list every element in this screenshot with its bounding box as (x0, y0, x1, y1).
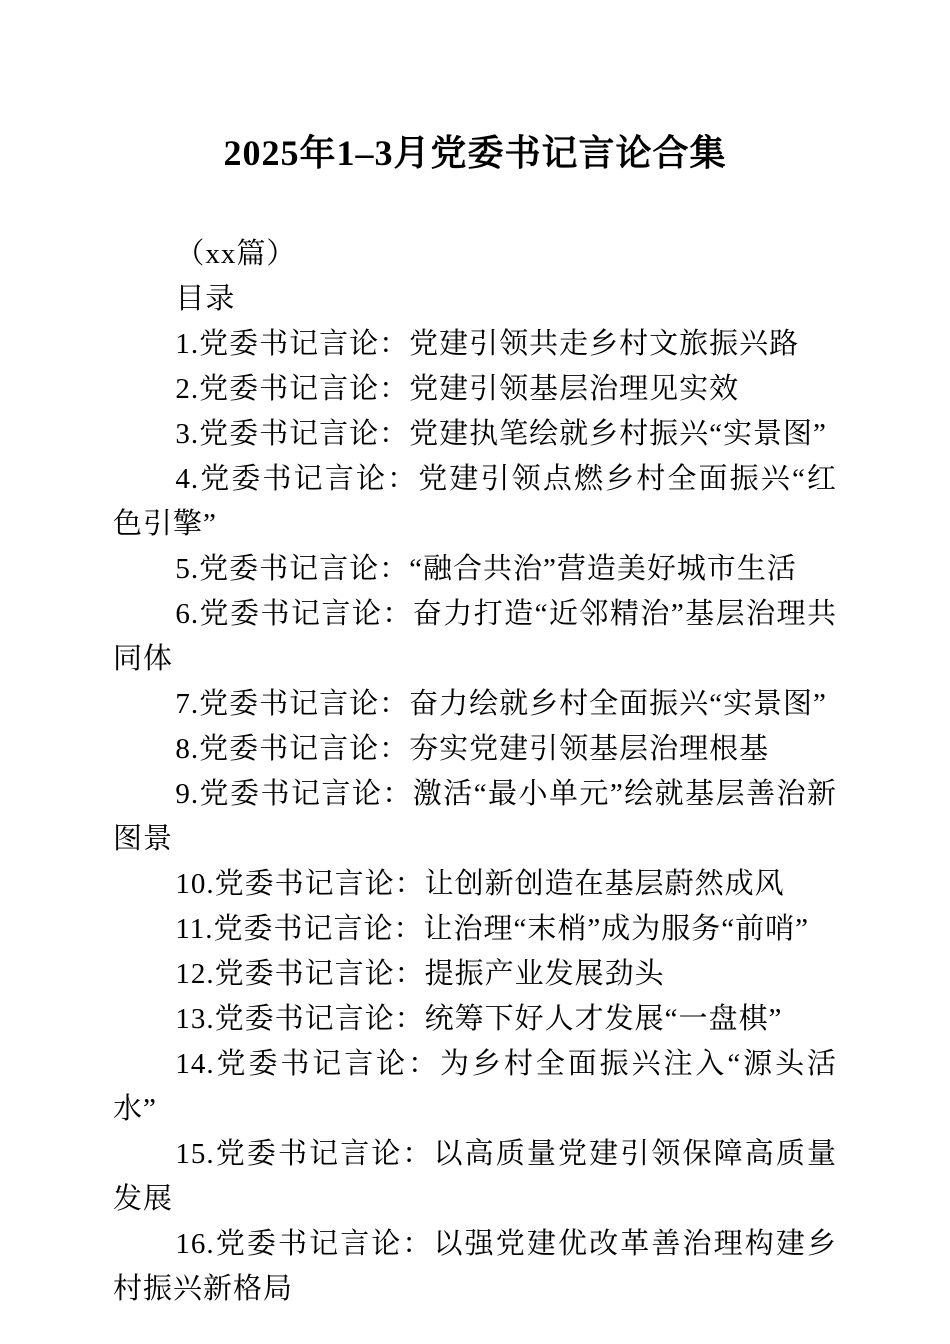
toc-item: 16.党委书记言论：以强党建优改革善治理构建乡村振兴新格局 (113, 1228, 837, 1305)
toc-item: 7.党委书记言论：奋力绘就乡村全面振兴“实景图” (175, 688, 827, 720)
toc-item: 14.党委书记言论：为乡村全面振兴注入“源头活水” (113, 1048, 837, 1125)
toc-item: 2.党委书记言论：党建引领基层治理见实效 (175, 373, 740, 405)
toc-item: 15.党委书记言论：以高质量党建引领保障高质量发展 (113, 1138, 837, 1215)
document-title: 2025年1–3月党委书记言论合集 (223, 133, 727, 173)
toc-item: 1.党委书记言论：党建引领共走乡村文旅振兴路 (175, 328, 800, 360)
toc-list (113, 322, 837, 1312)
document-body (113, 232, 837, 1312)
toc-item: 6.党委书记言论：奋力打造“近邻精治”基层治理共同体 (113, 598, 837, 675)
toc-item: 13.党委书记言论：统筹下好人才发展“一盘棋” (175, 1003, 783, 1035)
toc-item: 5.党委书记言论：“融合共治”营造美好城市生活 (175, 553, 797, 585)
toc-item: 11.党委书记言论：让治理“末梢”成为服务“前哨” (175, 913, 810, 945)
toc-item: 4.党委书记言论：党建引领点燃乡村全面振兴“红色引擎” (113, 463, 837, 540)
toc-item: 12.党委书记言论：提振产业发展劲头 (175, 958, 665, 990)
toc-item: 9.党委书记言论：激活“最小单元”绘就基层善治新图景 (113, 778, 837, 855)
toc-item: 10.党委书记言论：让创新创造在基层蔚然成风 (175, 868, 785, 900)
toc-heading: 目录 (175, 283, 236, 315)
count-note: （xx篇） (175, 238, 297, 270)
toc-item: 8.党委书记言论：夯实党建引领基层治理根基 (175, 733, 770, 765)
toc-item: 3.党委书记言论：党建执笔绘就乡村振兴“实景图” (175, 418, 827, 450)
